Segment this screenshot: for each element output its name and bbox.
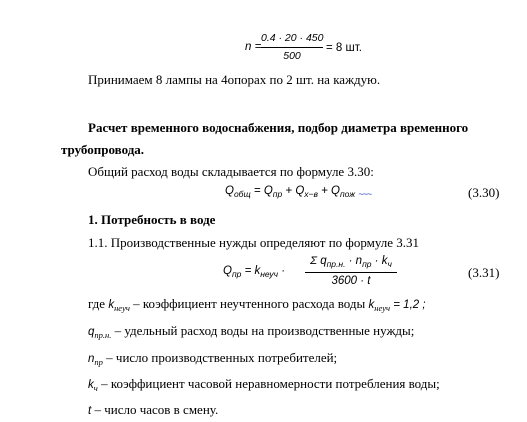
formula-331-number: (3.31): [468, 265, 500, 280]
def-text: – удельный расход воды на производственные нужды;: [111, 323, 415, 338]
para-lamps: Принимаем 8 лампы на 4опорах по 2 шт. на каждую.: [88, 72, 381, 87]
formula-n-fraction: [261, 33, 323, 61]
formula-331-fraction: [305, 256, 397, 287]
subscript: общ: [233, 189, 251, 199]
symbol-k: k: [88, 379, 94, 391]
para-total: Общий расход воды складывается по формуле 3.30:: [88, 164, 374, 179]
fraction-bar: [305, 272, 397, 273]
para-1-1: 1.1. Производственные нужды определяют по формуле 3.31: [88, 235, 420, 250]
def-text: – коэффициент неучтенного расхода воды: [129, 296, 369, 311]
formula-n-denominator: 500: [283, 49, 301, 62]
num-part: · k: [371, 255, 388, 267]
formula-331-lhs: [223, 266, 285, 279]
formula-330-number: (3.30): [468, 185, 500, 200]
subscript: пр: [231, 269, 242, 279]
symbol-k: k: [254, 265, 261, 277]
formula-330: [225, 186, 371, 199]
num-part: · n: [345, 255, 363, 267]
subscript: пр: [94, 357, 103, 367]
subscript: пр: [362, 259, 372, 269]
subscript: пр.н.: [94, 330, 112, 340]
plus: +: [321, 185, 328, 197]
subscript: пр.н.: [326, 259, 346, 269]
subscript: неуч: [114, 303, 130, 313]
def-text: – коэффициент часовой неравномерности потребления воды;: [97, 376, 440, 391]
num-part: Σ q: [310, 255, 327, 267]
subscript: пож: [340, 189, 356, 199]
spellcheck-squiggle: ~~~: [358, 189, 372, 199]
def-text: – число часов в смену.: [91, 402, 219, 417]
plus: +: [285, 185, 293, 197]
formula-n-rhs: = 8 шт.: [326, 42, 362, 54]
symbol-k: k: [368, 299, 375, 311]
def-t: [88, 403, 218, 418]
subscript: неуч: [374, 303, 391, 313]
subscript: неуч: [260, 269, 279, 279]
symbol-q: Q: [225, 185, 234, 197]
subscript: ч: [93, 383, 98, 393]
def-k-ch: [88, 377, 440, 393]
symbol-q: Q: [331, 185, 340, 197]
section-1-heading: 1. Потребность в воде: [88, 212, 216, 227]
def-prefix: где: [88, 296, 106, 311]
formula-331-denominator: 3600 · t: [331, 274, 371, 287]
symbol-q: q: [88, 326, 95, 338]
subscript: пр: [272, 189, 283, 199]
heading-line1: Расчет временного водоснабжения, подбор диаметра временного: [88, 120, 469, 135]
symbol-q: Q: [263, 185, 273, 197]
subscript: х−в: [304, 189, 318, 199]
multiply-dot: ·: [281, 265, 286, 277]
def-q-prn: [88, 324, 414, 340]
equals: =: [244, 265, 252, 277]
formula-331-numerator: [305, 256, 397, 269]
heading-line2: трубопровода.: [61, 142, 145, 157]
def-k-neuch: [88, 297, 426, 313]
symbol-q: Q: [223, 265, 232, 277]
symbol-n: n: [88, 353, 95, 365]
symbol-k: k: [108, 299, 115, 311]
symbol-t: t: [88, 405, 92, 417]
def-n-pr: [88, 351, 337, 367]
equals: =: [253, 185, 261, 197]
def-text: – число производственных потребителей;: [102, 350, 338, 365]
symbol-q: Q: [295, 185, 305, 197]
def-value: = 1,2 ;: [390, 299, 426, 311]
subscript: ч: [387, 259, 392, 269]
formula-n-lhs: n =: [245, 41, 262, 53]
formula-n-numerator: 0.4 · 20 · 450: [261, 32, 324, 44]
fraction-bar: [261, 47, 323, 48]
